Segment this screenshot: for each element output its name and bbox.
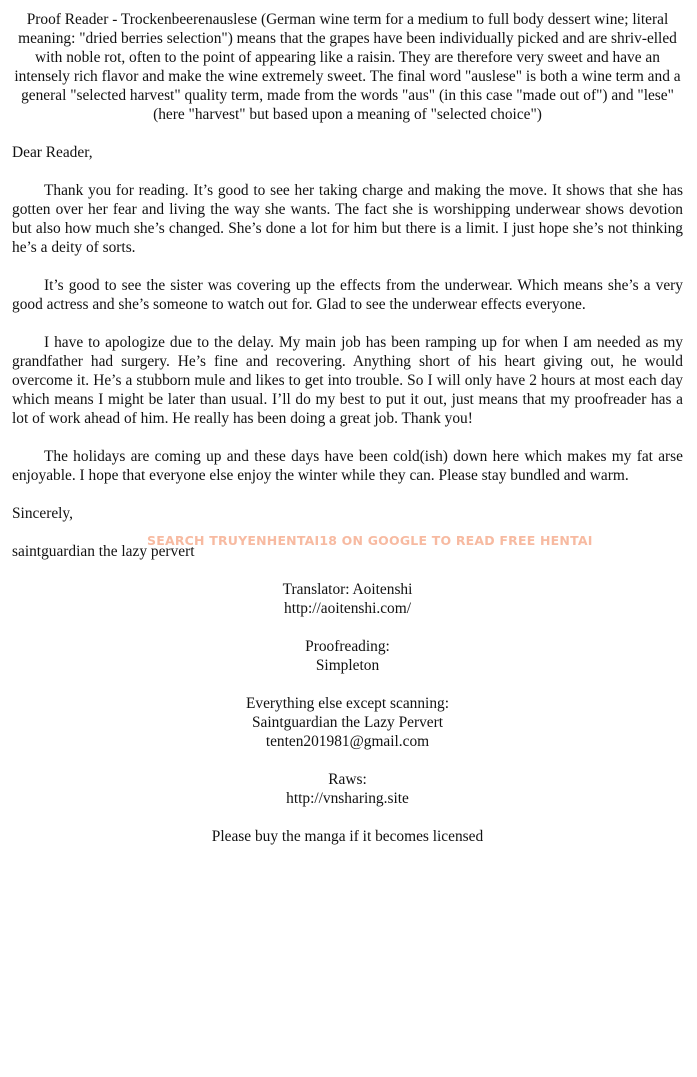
everything-else-credit [12, 694, 683, 751]
raws-label: Raws: [328, 771, 367, 788]
proofreading-credit [12, 637, 683, 675]
proofreading-label: Proofreading: [305, 638, 390, 655]
everything-else-email: tenten201981@gmail.com [265, 733, 430, 750]
signature: saintguardian the lazy pervert [12, 543, 195, 560]
closing-text: Please buy the manga if it becomes licensed [211, 828, 484, 845]
proofreading-name: Simpleton [315, 657, 380, 674]
raws-credit [12, 770, 683, 808]
greeting: Dear Reader, [12, 144, 93, 161]
closing-note [12, 827, 683, 846]
watermark-text: SEARCH TRUYENHENTAI18 ON GOOGLE TO READ FREE HENTAI [147, 533, 593, 548]
raws-url: http://vnsharing.site [286, 790, 409, 807]
everything-else-name: Saintguardian the Lazy Pervert [251, 714, 444, 731]
document-page [12, 10, 683, 846]
letter-paragraph-2: It’s good to see the sister was covering up the effects from the underwear. Which means she’s a very good actress and she’s someone to watch out for. Glad to see the underwear effects everyone. [12, 277, 683, 313]
credits-section [12, 580, 683, 846]
proofreader-note: Proof Reader - Trockenbeerenauslese (German wine term for a medium to full body dessert wine; literal meaning: "dried berries selection") means that the grapes have been individually picked and are shriv-elled with noble rot, often to the point of appearing like a raisin. They are therefore very sweet and have an intensely rich flavor and make the wine extremely sweet. The final word "auslese" is both a wine term and a general "selected harvest" quality term, made from the words "aus" (in this case "made out of") and "lese" (here "harvest" but based upon a meaning of "selected choice") [14, 11, 681, 123]
letter-paragraph-1: Thank you for reading. It’s good to see her taking charge and making the move. It shows that she has gotten over her fear and living the way she wants. The fact she is worshipping underwear shows devotion but also how much she’s changed. She’s done a lot for him but there is a limit. I just hope she’s not thinking he’s a deity of sorts. [12, 182, 683, 256]
translator-credit [12, 580, 683, 618]
sign-off: Sincerely, [12, 505, 73, 522]
letter-paragraph-3: I have to apologize due to the delay. My main job has been ramping up for when I am needed as my grandfather had surgery. He’s fine and recovering. Anything short of his heart giving out, he would overcome it. He’s a stubborn mule and likes to get into trouble. So I will only have 2 hours at most each day which means I might be later than usual. I’ll do my best to put it out, just means that my proofreader has a lot of work ahead of him. He really has been doing a great job. Thank you! [12, 334, 683, 427]
letter-paragraph-4: The holidays are coming up and these days have been cold(ish) down here which makes my fat arse enjoyable. I hope that everyone else enjoy the winter while they can. Please stay bundled and warm. [12, 448, 683, 484]
translator-label: Translator: Aoitenshi [282, 581, 413, 598]
everything-else-label: Everything else except scanning: [245, 695, 449, 712]
translator-url: http://aoitenshi.com/ [284, 600, 411, 617]
